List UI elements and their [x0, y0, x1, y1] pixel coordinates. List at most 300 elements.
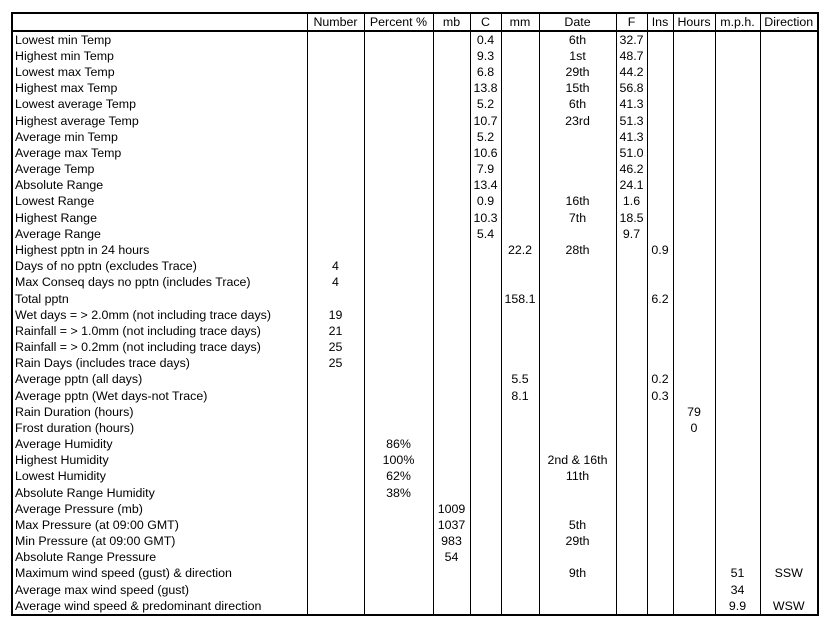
row-label: Max Pressure (at 09:00 GMT)	[12, 517, 307, 533]
cell-hours	[673, 275, 715, 291]
cell-inches	[647, 226, 673, 242]
cell-mb	[433, 323, 470, 339]
cell-celsius	[470, 259, 501, 275]
cell-percent	[364, 97, 433, 113]
cell-percent	[364, 194, 433, 210]
cell-fahrenheit	[616, 372, 647, 388]
cell-percent	[364, 162, 433, 178]
cell-celsius	[470, 598, 501, 615]
cell-mm	[501, 598, 539, 615]
cell-fahrenheit: 41.3	[616, 97, 647, 113]
table-row	[12, 420, 818, 436]
cell-fahrenheit: 18.5	[616, 210, 647, 226]
row-label: Total pptn	[12, 291, 307, 307]
cell-date	[539, 598, 616, 615]
cell-percent	[364, 517, 433, 533]
cell-mm	[501, 550, 539, 566]
cell-mph	[715, 226, 760, 242]
cell-mb	[433, 259, 470, 275]
cell-date	[539, 226, 616, 242]
table-row	[12, 517, 818, 533]
cell-mm	[501, 469, 539, 485]
cell-inches	[647, 566, 673, 582]
row-label: Average Range	[12, 226, 307, 242]
cell-mm	[501, 453, 539, 469]
row-label: Absolute Range Pressure	[12, 550, 307, 566]
cell-mb	[433, 194, 470, 210]
cell-inches	[647, 339, 673, 355]
cell-mph	[715, 275, 760, 291]
cell-number	[307, 485, 364, 501]
table-row	[12, 582, 818, 598]
cell-fahrenheit	[616, 501, 647, 517]
cell-celsius: 0.9	[470, 194, 501, 210]
cell-percent	[364, 178, 433, 194]
row-label: Average pptn (Wet days-not Trace)	[12, 388, 307, 404]
cell-mm	[501, 145, 539, 161]
cell-fahrenheit	[616, 453, 647, 469]
cell-hours	[673, 388, 715, 404]
table-row	[12, 307, 818, 323]
cell-mm	[501, 356, 539, 372]
cell-percent	[364, 550, 433, 566]
cell-hours	[673, 178, 715, 194]
cell-celsius	[470, 453, 501, 469]
header-number: Number	[307, 13, 364, 31]
cell-celsius: 5.4	[470, 226, 501, 242]
cell-date	[539, 404, 616, 420]
cell-direction	[760, 388, 818, 404]
cell-percent	[364, 129, 433, 145]
cell-celsius: 13.4	[470, 178, 501, 194]
cell-percent	[364, 356, 433, 372]
cell-hours	[673, 291, 715, 307]
row-label: Average wind speed & predominant direction	[12, 598, 307, 615]
cell-direction: WSW	[760, 598, 818, 615]
weather-summary-table	[11, 12, 819, 616]
cell-celsius	[470, 420, 501, 436]
cell-inches	[647, 81, 673, 97]
cell-direction	[760, 307, 818, 323]
cell-mm: 158.1	[501, 291, 539, 307]
cell-mph	[715, 388, 760, 404]
table-row	[12, 113, 818, 129]
cell-mm	[501, 259, 539, 275]
table-row	[12, 566, 818, 582]
cell-mph	[715, 420, 760, 436]
cell-hours	[673, 242, 715, 258]
cell-fahrenheit	[616, 339, 647, 355]
cell-date	[539, 275, 616, 291]
cell-celsius: 5.2	[470, 97, 501, 113]
table-row	[12, 534, 818, 550]
cell-percent	[364, 113, 433, 129]
cell-direction	[760, 291, 818, 307]
cell-mph	[715, 307, 760, 323]
cell-mph	[715, 259, 760, 275]
cell-mm	[501, 210, 539, 226]
cell-mm	[501, 31, 539, 48]
header-direction: Direction	[760, 13, 818, 31]
cell-mm	[501, 404, 539, 420]
cell-mph	[715, 145, 760, 161]
cell-mb	[433, 226, 470, 242]
cell-mm	[501, 436, 539, 452]
cell-celsius	[470, 469, 501, 485]
cell-fahrenheit: 51.3	[616, 113, 647, 129]
header-mm: mm	[501, 13, 539, 31]
cell-direction: SSW	[760, 566, 818, 582]
cell-mph	[715, 356, 760, 372]
cell-number	[307, 178, 364, 194]
cell-direction	[760, 517, 818, 533]
cell-direction	[760, 453, 818, 469]
cell-date	[539, 550, 616, 566]
table-row	[12, 291, 818, 307]
cell-number	[307, 113, 364, 129]
table-row	[12, 162, 818, 178]
cell-celsius	[470, 291, 501, 307]
table-row	[12, 275, 818, 291]
table-row	[12, 339, 818, 355]
cell-percent	[364, 388, 433, 404]
cell-number	[307, 501, 364, 517]
cell-celsius	[470, 485, 501, 501]
row-label: Max Conseq days no pptn (includes Trace)	[12, 275, 307, 291]
cell-hours	[673, 582, 715, 598]
table-row	[12, 485, 818, 501]
cell-inches	[647, 469, 673, 485]
cell-fahrenheit	[616, 582, 647, 598]
table-row	[12, 323, 818, 339]
cell-hours	[673, 145, 715, 161]
cell-hours	[673, 517, 715, 533]
cell-mm	[501, 501, 539, 517]
cell-mm	[501, 339, 539, 355]
cell-hours	[673, 323, 715, 339]
header-mb: mb	[433, 13, 470, 31]
cell-direction	[760, 65, 818, 81]
cell-fahrenheit	[616, 517, 647, 533]
row-label: Average Pressure (mb)	[12, 501, 307, 517]
cell-hours	[673, 81, 715, 97]
cell-inches	[647, 129, 673, 145]
cell-percent	[364, 323, 433, 339]
cell-inches	[647, 420, 673, 436]
cell-direction	[760, 436, 818, 452]
row-label: Absolute Range Humidity	[12, 485, 307, 501]
cell-percent	[364, 420, 433, 436]
cell-mb	[433, 372, 470, 388]
row-label: Average pptn (all days)	[12, 372, 307, 388]
cell-mb	[433, 31, 470, 48]
cell-inches	[647, 210, 673, 226]
table-row	[12, 356, 818, 372]
cell-number	[307, 226, 364, 242]
row-label: Wet days = > 2.0mm (not including trace days)	[12, 307, 307, 323]
cell-inches	[647, 598, 673, 615]
table-row	[12, 194, 818, 210]
cell-mb	[433, 388, 470, 404]
cell-direction	[760, 178, 818, 194]
cell-date: 29th	[539, 534, 616, 550]
row-label: Frost duration (hours)	[12, 420, 307, 436]
table-row	[12, 501, 818, 517]
cell-inches	[647, 194, 673, 210]
cell-direction	[760, 485, 818, 501]
row-label: Average min Temp	[12, 129, 307, 145]
row-label: Lowest min Temp	[12, 31, 307, 48]
cell-mb	[433, 145, 470, 161]
cell-direction	[760, 501, 818, 517]
cell-mb	[433, 81, 470, 97]
cell-fahrenheit: 9.7	[616, 226, 647, 242]
cell-direction	[760, 210, 818, 226]
cell-number: 25	[307, 339, 364, 355]
cell-fahrenheit	[616, 275, 647, 291]
row-label: Lowest average Temp	[12, 97, 307, 113]
cell-date	[539, 372, 616, 388]
cell-direction	[760, 356, 818, 372]
cell-inches: 6.2	[647, 291, 673, 307]
cell-celsius	[470, 339, 501, 355]
cell-percent	[364, 534, 433, 550]
cell-mb	[433, 291, 470, 307]
cell-mph	[715, 372, 760, 388]
cell-number	[307, 210, 364, 226]
cell-celsius: 7.9	[470, 162, 501, 178]
row-label: Rain Duration (hours)	[12, 404, 307, 420]
cell-hours	[673, 97, 715, 113]
cell-hours	[673, 65, 715, 81]
cell-direction	[760, 420, 818, 436]
cell-number	[307, 372, 364, 388]
cell-mb	[433, 453, 470, 469]
cell-inches	[647, 162, 673, 178]
cell-mm	[501, 81, 539, 97]
cell-percent	[364, 31, 433, 48]
cell-celsius	[470, 323, 501, 339]
cell-mb	[433, 65, 470, 81]
cell-mm	[501, 97, 539, 113]
cell-inches: 0.9	[647, 242, 673, 258]
cell-celsius	[470, 501, 501, 517]
cell-celsius: 13.8	[470, 81, 501, 97]
cell-fahrenheit: 1.6	[616, 194, 647, 210]
cell-percent	[364, 339, 433, 355]
cell-hours: 79	[673, 404, 715, 420]
cell-number	[307, 48, 364, 64]
cell-percent	[364, 501, 433, 517]
cell-inches	[647, 275, 673, 291]
cell-mph	[715, 517, 760, 533]
cell-direction	[760, 145, 818, 161]
cell-hours	[673, 48, 715, 64]
cell-date	[539, 582, 616, 598]
table-row	[12, 388, 818, 404]
cell-mph	[715, 453, 760, 469]
cell-direction	[760, 242, 818, 258]
row-label: Maximum wind speed (gust) & direction	[12, 566, 307, 582]
table-row	[12, 65, 818, 81]
cell-hours	[673, 307, 715, 323]
cell-mm	[501, 178, 539, 194]
cell-mph	[715, 242, 760, 258]
cell-mph	[715, 550, 760, 566]
cell-mm	[501, 485, 539, 501]
cell-mb	[433, 356, 470, 372]
cell-number	[307, 517, 364, 533]
cell-date	[539, 259, 616, 275]
cell-mm: 8.1	[501, 388, 539, 404]
cell-number: 4	[307, 259, 364, 275]
cell-date: 2nd & 16th	[539, 453, 616, 469]
cell-mb	[433, 404, 470, 420]
cell-mm	[501, 517, 539, 533]
cell-inches	[647, 534, 673, 550]
cell-date: 5th	[539, 517, 616, 533]
cell-number: 4	[307, 275, 364, 291]
table-row	[12, 226, 818, 242]
cell-date	[539, 356, 616, 372]
cell-fahrenheit	[616, 485, 647, 501]
header-celsius: C	[470, 13, 501, 31]
cell-inches	[647, 436, 673, 452]
cell-fahrenheit: 51.0	[616, 145, 647, 161]
cell-mph	[715, 129, 760, 145]
cell-inches	[647, 259, 673, 275]
cell-number	[307, 550, 364, 566]
cell-percent	[364, 582, 433, 598]
cell-mm	[501, 534, 539, 550]
cell-fahrenheit	[616, 323, 647, 339]
row-label: Absolute Range	[12, 178, 307, 194]
cell-percent	[364, 372, 433, 388]
cell-inches	[647, 178, 673, 194]
cell-celsius: 10.7	[470, 113, 501, 129]
cell-mb	[433, 420, 470, 436]
cell-mph	[715, 113, 760, 129]
cell-mb	[433, 48, 470, 64]
cell-celsius	[470, 517, 501, 533]
cell-inches	[647, 453, 673, 469]
cell-hours	[673, 501, 715, 517]
cell-date	[539, 323, 616, 339]
table-row	[12, 210, 818, 226]
cell-mb	[433, 113, 470, 129]
cell-hours	[673, 436, 715, 452]
cell-mb	[433, 242, 470, 258]
cell-hours	[673, 372, 715, 388]
row-label: Highest pptn in 24 hours	[12, 242, 307, 258]
header-blank	[12, 13, 307, 31]
cell-direction	[760, 162, 818, 178]
cell-direction	[760, 113, 818, 129]
header-hours: Hours	[673, 13, 715, 31]
cell-celsius: 10.3	[470, 210, 501, 226]
table-row	[12, 453, 818, 469]
cell-percent	[364, 307, 433, 323]
cell-mb	[433, 566, 470, 582]
cell-date: 7th	[539, 210, 616, 226]
cell-percent	[364, 259, 433, 275]
cell-hours	[673, 566, 715, 582]
cell-direction	[760, 323, 818, 339]
cell-date: 9th	[539, 566, 616, 582]
cell-number	[307, 81, 364, 97]
cell-number	[307, 242, 364, 258]
cell-celsius	[470, 534, 501, 550]
cell-percent: 100%	[364, 453, 433, 469]
cell-percent	[364, 275, 433, 291]
cell-mb: 54	[433, 550, 470, 566]
table-row	[12, 404, 818, 420]
cell-celsius	[470, 388, 501, 404]
cell-celsius	[470, 436, 501, 452]
cell-mph	[715, 291, 760, 307]
cell-number	[307, 598, 364, 615]
cell-percent	[364, 48, 433, 64]
cell-celsius	[470, 550, 501, 566]
cell-number	[307, 453, 364, 469]
cell-fahrenheit: 46.2	[616, 162, 647, 178]
cell-mph	[715, 194, 760, 210]
cell-inches	[647, 48, 673, 64]
cell-date	[539, 388, 616, 404]
cell-number	[307, 194, 364, 210]
row-label: Rainfall = > 1.0mm (not including trace days)	[12, 323, 307, 339]
cell-number	[307, 469, 364, 485]
cell-date: 1st	[539, 48, 616, 64]
cell-hours	[673, 31, 715, 48]
header-mph: m.p.h.	[715, 13, 760, 31]
cell-number	[307, 291, 364, 307]
cell-direction	[760, 48, 818, 64]
cell-direction	[760, 31, 818, 48]
cell-mm	[501, 113, 539, 129]
cell-celsius	[470, 582, 501, 598]
cell-percent	[364, 404, 433, 420]
cell-inches	[647, 145, 673, 161]
table-row	[12, 31, 818, 48]
table-row	[12, 48, 818, 64]
cell-direction	[760, 582, 818, 598]
cell-percent	[364, 210, 433, 226]
cell-fahrenheit	[616, 307, 647, 323]
cell-date: 16th	[539, 194, 616, 210]
row-label: Min Pressure (at 09:00 GMT)	[12, 534, 307, 550]
cell-mph	[715, 97, 760, 113]
cell-mph	[715, 534, 760, 550]
cell-mm	[501, 129, 539, 145]
cell-mph: 34	[715, 582, 760, 598]
cell-fahrenheit: 48.7	[616, 48, 647, 64]
cell-inches: 0.2	[647, 372, 673, 388]
header-percent: Percent %	[364, 13, 433, 31]
cell-mph	[715, 404, 760, 420]
cell-celsius: 0.4	[470, 31, 501, 48]
table-row	[12, 145, 818, 161]
cell-mm	[501, 48, 539, 64]
cell-direction	[760, 194, 818, 210]
cell-date	[539, 436, 616, 452]
cell-fahrenheit	[616, 291, 647, 307]
cell-fahrenheit	[616, 420, 647, 436]
cell-number	[307, 534, 364, 550]
cell-mb	[433, 582, 470, 598]
cell-celsius	[470, 275, 501, 291]
cell-hours: 0	[673, 420, 715, 436]
